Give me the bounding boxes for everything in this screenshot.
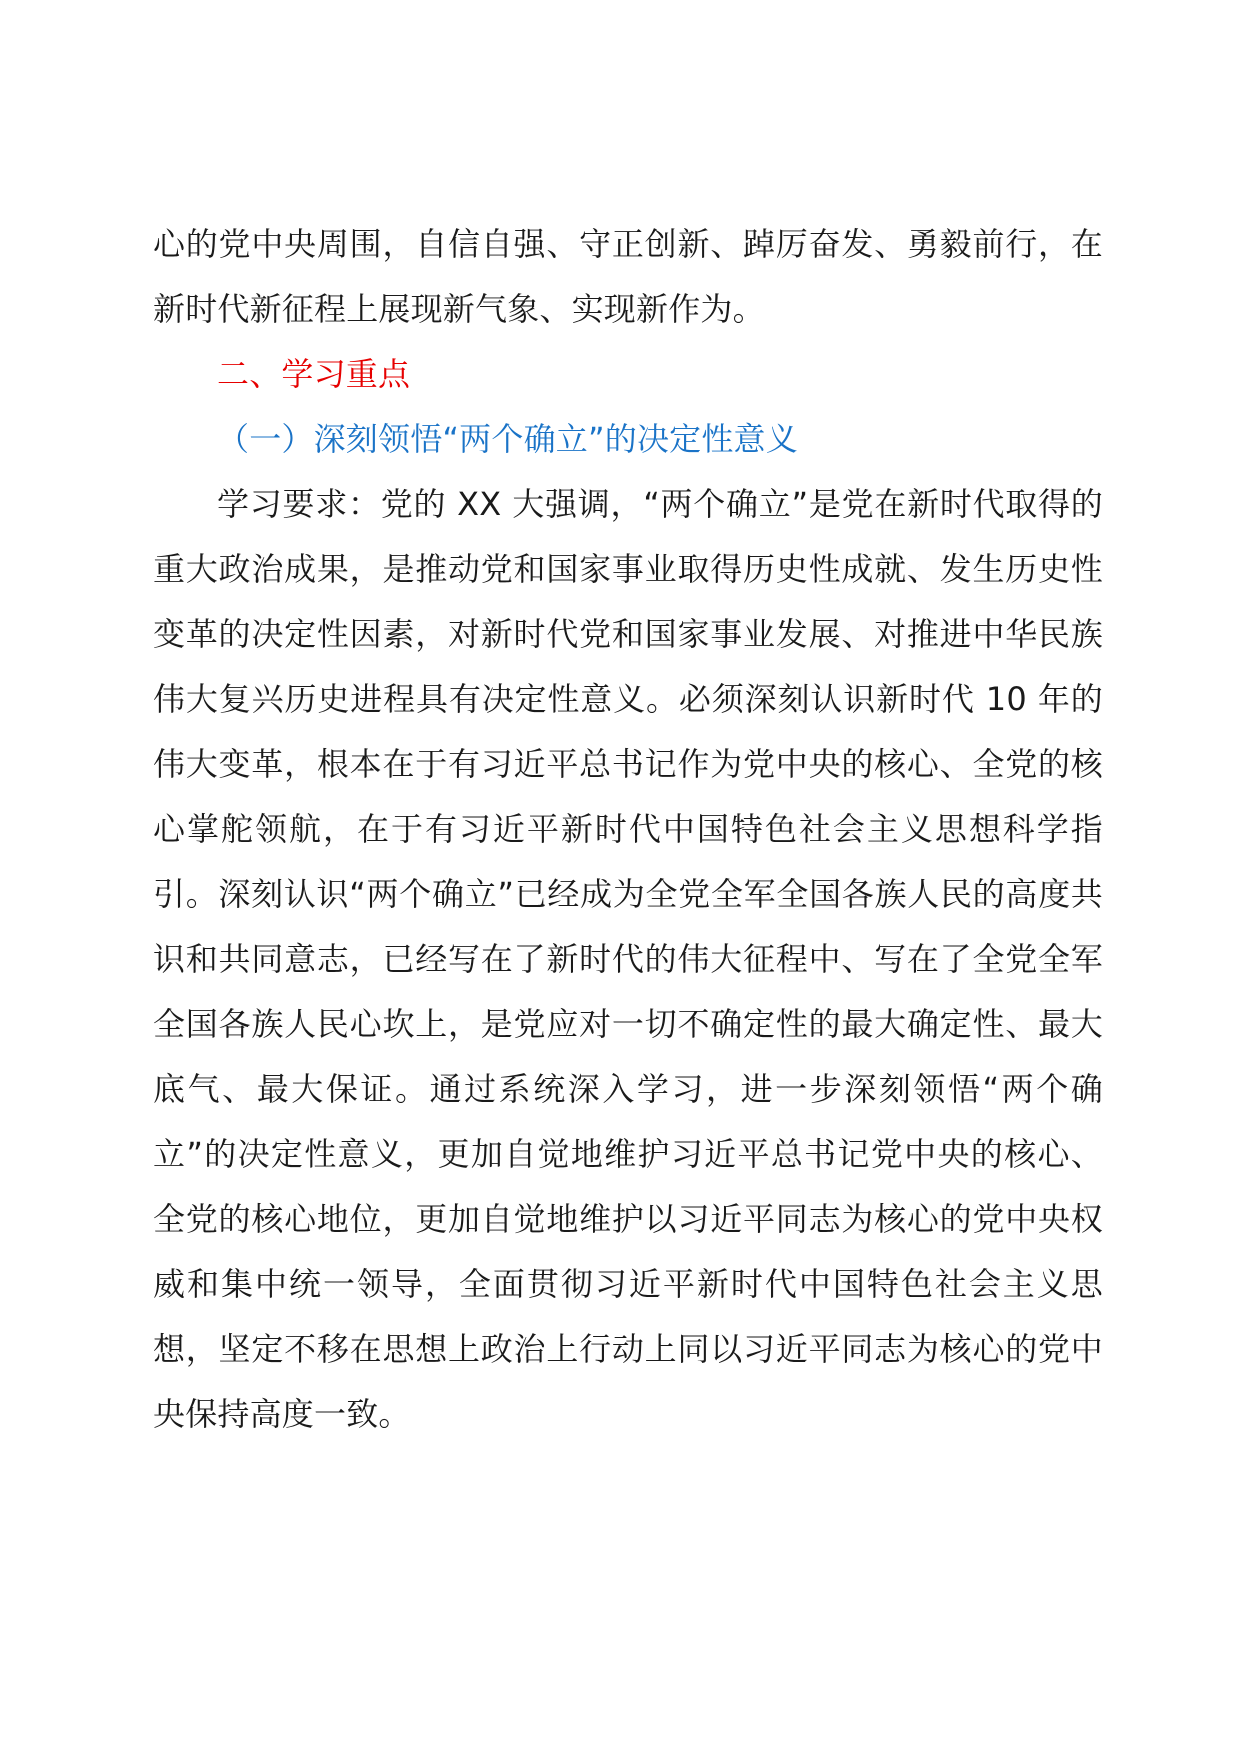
subsection-heading: （一）深刻领悟“两个确立”的决定性意义 (217, 420, 798, 458)
section-heading: 二、学习重点 (217, 355, 411, 393)
document-body (153, 212, 1103, 1447)
body-paragraph: 学习要求：党的 XX 大强调，“两个确立”是党在新时代取得的重大政治成果，是推动党和国家事业取得历史性成就、发生历史性变革的决定性因素，对新时代党和国家事业发展、对推进中华民族伟大复兴历史进程具有决定性意义。必须深刻认识新时代 10 年的伟大变革，根本在于有习近平总书记作为党中央的核心、全党的核心掌舵领航，在于有习近平新时代中国特色社会主义思想科学指引。深刻认识“两个确立”已经成为全党全军全国各族人民的高度共识和共同意志，已经写在了新时代的伟大征程中、写在了全党全军全国各族人民心坎上，是党应对一切不确定性的最大确定性、最大底气、最大保证。通过系统深入学习，进一步深刻领悟“两个确立”的决定性意义，更加自觉地维护习近平总书记党中央的核心、全党的核心地位，更加自觉地维护以习近平同志为核心的党中央权威和集中统一领导，全面贯彻习近平新时代中国特色社会主义思想，坚定不移在思想上政治上行动上同以习近平同志为核心的党中央保持高度一致。 (153, 485, 1103, 1433)
continued-paragraph: 心的党中央周围，自信自强、守正创新、踔厉奋发、勇毅前行，在新时代新征程上展现新气象、实现新作为。 (153, 225, 1103, 328)
